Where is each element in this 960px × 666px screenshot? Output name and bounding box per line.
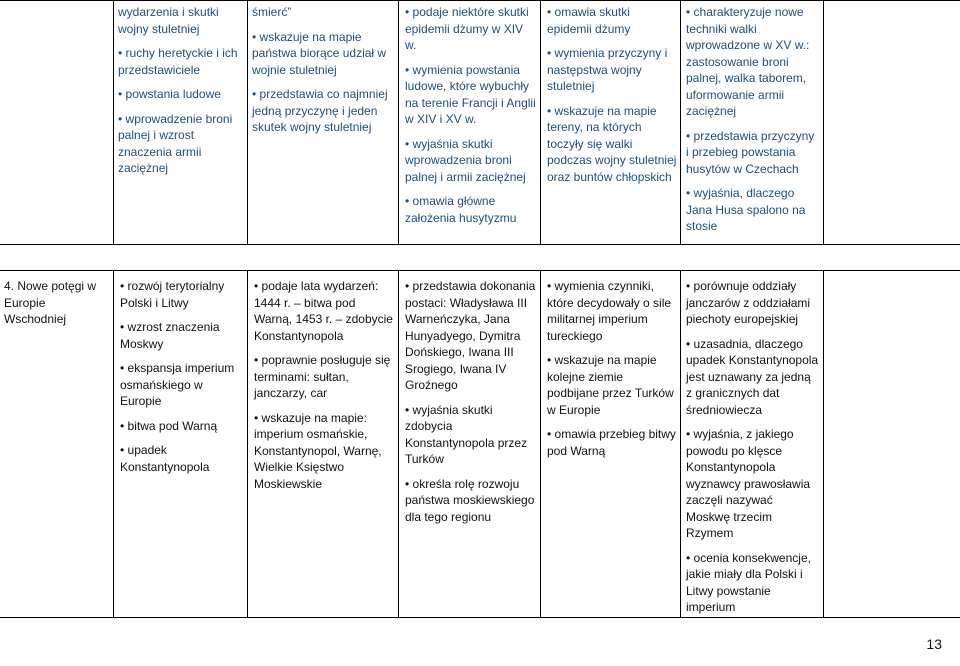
list-item: • ruchy heretyckie i ich przedstawiciele — [118, 46, 238, 77]
list-item: • określa rolę rozwoju państwa moskiewskiego dla tego regionu — [405, 476, 535, 524]
list-item: śmierć” — [252, 5, 292, 19]
bullet-icon: • — [547, 5, 552, 19]
list-item: • upadek Konstantynopola — [120, 443, 210, 474]
table-vline — [247, 270, 248, 617]
table-vline — [680, 0, 681, 244]
bullet-icon: • — [120, 320, 125, 334]
list-item: • omawia główne założenia husytyzmu — [405, 194, 517, 225]
list-item: • bitwa pod Warną — [120, 418, 218, 433]
bullet-icon: • — [254, 353, 259, 367]
list-item: • porównuje oddziały janczarów z oddziałami piechoty europejskiej — [686, 279, 811, 326]
bullet-icon: • — [686, 128, 691, 143]
bullet-icon: • — [252, 87, 257, 101]
list-item: • charakteryzuje nowe techniki walki wprowadzone w XV w.: zastosowanie broni palnej, walka taborem, uformowanie armii zaciężnej — [686, 5, 810, 118]
list-item: • podaje lata wydarzeń: 1444 r. – bitwa pod Warną, 1453 r. – zdobycie Konstantynopola — [254, 279, 393, 343]
page-number: 13 — [926, 636, 942, 652]
bullet-icon: • — [686, 427, 691, 441]
list-item: • wyjaśnia, z jakiego powodu po klęsce Konstantynopola wyznawcy prawosławia zaczęli nazywać Moskwę trzecim Rzymem — [686, 427, 811, 540]
table-vline — [680, 270, 681, 617]
section-title-cell — [4, 278, 110, 328]
table-border-top — [0, 0, 960, 1]
list-item: • omawia przebieg bitwy pod Warną — [547, 427, 676, 458]
list-item: • uzasadnia, dlaczego upadek Konstantynopola jest uznawany za jedną z granicznych dat średniowiecza — [686, 336, 819, 417]
bullet-icon: • — [547, 103, 552, 118]
list-item: • wymienia przyczyny i następstwa wojny stuletniej — [547, 46, 668, 93]
top-col1-cell — [118, 4, 242, 185]
bullet-icon: • — [405, 476, 410, 491]
bullet-icon: • — [120, 418, 125, 433]
bottom-col5-cell — [686, 278, 820, 624]
bullet-icon: • — [547, 279, 552, 293]
bullet-icon: • — [547, 427, 552, 441]
table-vline — [247, 0, 248, 244]
list-item: • wprowadzenie broni palnej i wzrost znaczenia armii zaciężnej — [118, 111, 233, 175]
table-vline — [113, 0, 114, 244]
list-item: • rozwój terytorialny Polski i Litwy — [120, 279, 225, 310]
bullet-icon: • — [118, 46, 123, 60]
list-item: • ekspansja imperium osmańskiego w Europie — [120, 361, 235, 408]
table-vline — [823, 270, 824, 617]
bullet-icon: • — [120, 443, 125, 457]
list-item: • wymienia czynniki, które decydowały o sile militarnej imperium tureckiego — [547, 279, 672, 343]
bullet-icon: • — [686, 186, 691, 200]
top-col3-cell — [405, 4, 537, 234]
bottom-col3-cell — [405, 278, 537, 533]
bullet-icon: • — [405, 62, 410, 77]
list-item: • wskazuje na mapie kolejne ziemie podbijane przez Turków w Europie — [547, 353, 674, 417]
list-item: • wyjaśnia, dlaczego Jana Husa spalono na stosie — [686, 186, 806, 233]
bullet-icon: • — [405, 5, 410, 19]
table-vline — [540, 270, 541, 617]
bottom-col1-cell — [120, 278, 244, 483]
list-item: • powstania ludowe — [118, 87, 221, 101]
bullet-icon: • — [252, 29, 257, 44]
list-item: • wskazuje na mapie tereny, na których toczyły się walki podczas wojny stuletniej oraz buntów chłopskich — [547, 103, 677, 184]
section-title: 4. Nowe potęgi w Europie Wschodniej — [4, 279, 97, 326]
bullet-icon: • — [254, 279, 259, 293]
bullet-icon: • — [405, 279, 410, 293]
bullet-icon: • — [686, 336, 691, 351]
list-item: • ocenia konsekwencje, jakie miały dla Polski i Litwy powstanie imperium — [686, 550, 811, 614]
top-col2-cell — [252, 4, 394, 144]
list-item: • poprawnie posługuje się terminami: sułtan, janczarzy, car — [254, 353, 391, 400]
table-vline — [540, 0, 541, 244]
table-row-bottom-border — [0, 244, 960, 245]
list-item: • podaje niektóre skutki epidemii dżumy w XIV w. — [405, 5, 529, 52]
list-item: • przedstawia co najmniej jedną przyczynę i jeden skutek wojny stuletniej — [252, 87, 388, 134]
bullet-icon: • — [118, 111, 123, 126]
bottom-col2-cell — [254, 278, 396, 500]
bullet-icon: • — [686, 550, 691, 565]
list-item: • omawia skutki epidemii dżumy — [547, 5, 631, 36]
list-item: • wymienia powstania ludowe, które wybuchły na terenie Francji i Anglii w XIV i XV w. — [405, 62, 536, 126]
table-vline — [113, 270, 114, 617]
table-vline — [398, 0, 399, 244]
list-item: • wzrost znaczenia Moskwy — [120, 320, 220, 351]
bullet-icon: • — [547, 353, 552, 367]
bullet-icon: • — [405, 194, 410, 208]
bullet-icon: • — [118, 87, 123, 101]
bullet-icon: • — [405, 136, 410, 151]
list-item: wydarzenia i skutki wojny stuletniej — [118, 5, 219, 36]
list-item: • wyjaśnia skutki wprowadzenia broni palnej i armii zaciężnej — [405, 136, 526, 184]
bullet-icon: • — [686, 279, 691, 293]
bottom-col4-cell — [547, 278, 677, 467]
bullet-icon: • — [686, 5, 691, 19]
table-vline — [823, 0, 824, 244]
list-item: • wyjaśnia skutki zdobycia Konstantynopola przez Turków — [405, 402, 528, 466]
list-item: • wskazuje na mapie: imperium osmańskie, Konstantynopol, Warnę, Wielkie Księstwo Moskiewskie — [254, 410, 382, 491]
top-col5-cell — [686, 4, 820, 243]
table-row-top-border — [0, 270, 960, 271]
table-vline — [398, 270, 399, 617]
list-item: • przedstawia dokonania postaci: Władysława III Warneńczyka, Jana Hunyadyego, Dymitra Dońskiego, Iwana III Srogiego, Iwana IV Groźnego — [405, 279, 536, 392]
list-item: • przedstawia przyczyny i przebieg powstania husytów w Czechach — [686, 128, 815, 176]
bullet-icon: • — [120, 361, 125, 375]
bullet-icon: • — [254, 410, 259, 425]
list-item: • wskazuje na mapie państwa biorące udział w wojnie stuletniej — [252, 29, 387, 77]
top-col4-cell — [547, 4, 677, 193]
bullet-icon: • — [547, 46, 552, 60]
bullet-icon: • — [405, 402, 410, 417]
bullet-icon: • — [120, 279, 125, 293]
